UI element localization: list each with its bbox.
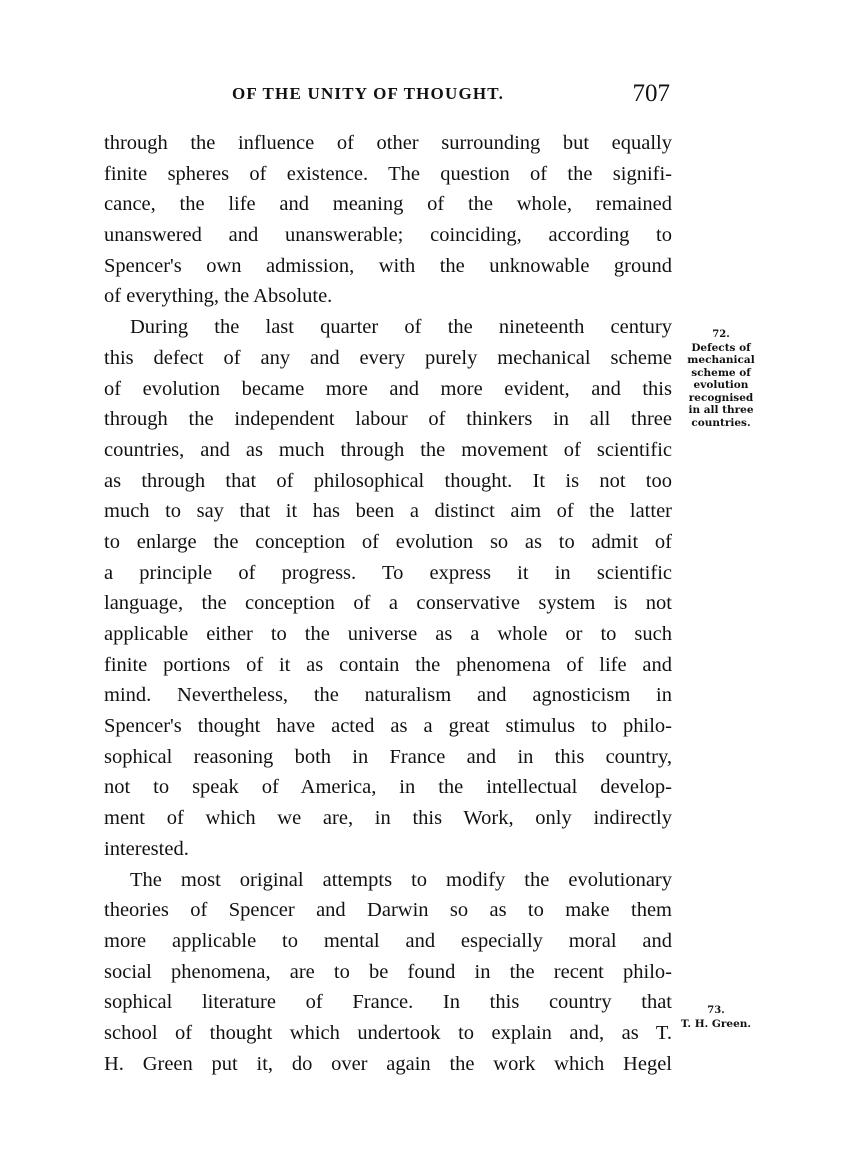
margin-note-72	[676, 329, 766, 429]
text-line: sophical literature of France. In this country that	[104, 991, 672, 1014]
text-line: more applicable to mental and especially moral and	[104, 929, 672, 952]
text-line: of evolution became more and more evident, and this	[104, 377, 672, 400]
text-line: finite spheres of existence. The question of the signifi-	[104, 162, 672, 185]
text-line: sophical reasoning both in France and in this country,	[104, 745, 672, 768]
text-line: ment of which we are, in this Work, only indirectly	[104, 807, 672, 830]
text-line: unanswered and unanswerable; coinciding, according to	[104, 224, 672, 247]
text-line: much to say that it has been a distinct aim of the latter	[104, 500, 672, 523]
text-line: During the last quarter of the nineteenth century	[130, 316, 672, 339]
margin-note-line: scheme of	[691, 366, 751, 379]
text-line: social phenomena, are to be found in the recent philo-	[104, 960, 672, 983]
running-title: OF THE UNITY OF THOUGHT.	[232, 84, 505, 103]
text-line: not to speak of America, in the intellectual develop-	[104, 776, 672, 799]
text-line: as through that of philosophical thought. It is not too	[104, 469, 672, 492]
margin-note-line: Defects of	[691, 341, 751, 354]
text-line: school of thought which undertook to explain and, as T.	[104, 1021, 672, 1044]
margin-note-line: in all three	[688, 404, 754, 416]
margin-note-line: recognised	[688, 391, 754, 404]
text-line: applicable either to the universe as a whole or to such	[104, 623, 672, 645]
text-line: this defect of any and every purely mechanical scheme	[104, 346, 672, 369]
margin-note-line: T. H. Green.	[680, 1017, 752, 1030]
margin-note-73	[671, 1005, 761, 1030]
page-number: 707	[632, 80, 670, 107]
margin-note-number: 72.	[712, 329, 730, 340]
margin-note-line: evolution	[693, 379, 749, 391]
text-line: H. Green put it, do over again the work which Hegel	[104, 1052, 672, 1075]
text-line: language, the conception of a conservative system is not	[104, 592, 672, 615]
text-line: interested.	[104, 837, 189, 860]
margin-note-line: mechanical	[687, 354, 755, 366]
text-line: Spencer's own admission, with the unknowable ground	[104, 254, 672, 277]
text-line: through the independent labour of thinkers in all three	[104, 408, 672, 431]
text-line: Spencer's thought have acted as a great stimulus to philo-	[104, 715, 672, 738]
margin-note-line: countries.	[691, 416, 751, 429]
text-line: of everything, the Absolute.	[104, 285, 333, 308]
text-line: a principle of progress. To express it in scientific	[104, 561, 672, 584]
text-line: through the influence of other surrounding but equally	[104, 132, 672, 154]
text-line: The most original attempts to modify the evolutionary	[130, 868, 672, 891]
text-line: theories of Spencer and Darwin so as to make them	[104, 899, 672, 922]
body-text	[104, 128, 672, 1079]
text-line: cance, the life and meaning of the whole, remained	[104, 193, 672, 216]
text-line: to enlarge the conception of evolution so as to admit of	[104, 530, 672, 553]
text-line: mind. Nevertheless, the naturalism and agnosticism in	[104, 684, 672, 707]
margin-note-number: 73.	[707, 1005, 725, 1016]
text-line: countries, and as much through the movement of scientific	[104, 438, 672, 461]
text-line: finite portions of it as contain the phenomena of life and	[104, 653, 672, 676]
page-header	[104, 80, 676, 112]
